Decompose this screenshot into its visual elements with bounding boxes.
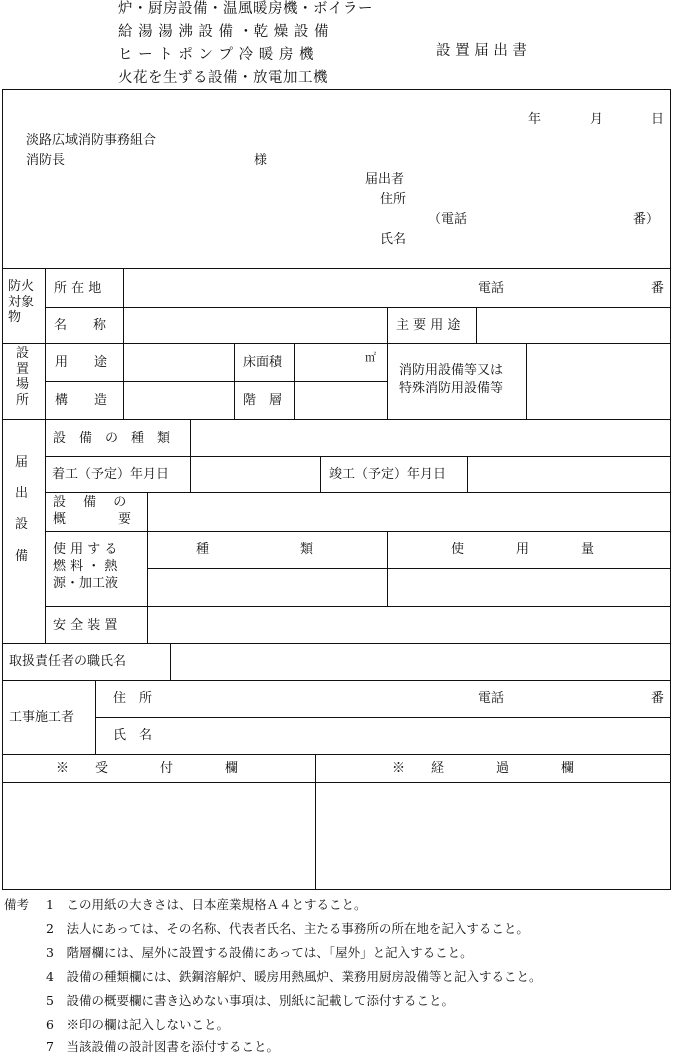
rule xyxy=(45,307,671,308)
contractor-address-label: 住 所 xyxy=(113,691,153,706)
submitter-label: 届出者 xyxy=(365,172,405,187)
document-title: 設 置 届 出 書 xyxy=(436,43,527,59)
start-date-label: 着工（予定）年月日 xyxy=(52,467,170,482)
reception-column-header: ※ 受 付 欄 xyxy=(56,761,239,776)
rule xyxy=(387,307,388,419)
place-use-label: 用 途 xyxy=(55,355,108,370)
rule xyxy=(2,680,671,681)
rule xyxy=(526,343,527,419)
rule xyxy=(170,643,171,680)
note-item: 3 階層欄には、屋外に設置する設備にあっては、「屋外」と記入すること。 xyxy=(46,945,473,960)
note-item: 7 当該設備の設計図書を添付すること。 xyxy=(46,1039,279,1054)
main-use-label: 主 要 用 途 xyxy=(396,318,461,333)
location-phone-label: 電話 xyxy=(478,281,505,296)
structure-label: 構 造 xyxy=(55,393,108,408)
note-item: 2 法人にあっては、その名称、代表者氏名、主たる事務所の所在地を記入すること。 xyxy=(46,921,529,936)
note-item: 4 設備の種類欄には、鉄鋼溶解炉、暖房用熱風炉、業務用厨房設備等と記入すること。 xyxy=(46,969,542,984)
header-line-1: 炉・厨房設備・温風暖房機・ボイラー xyxy=(118,1,373,17)
submitter-address-label: 住所 xyxy=(380,192,407,207)
location-label: 所 在 地 xyxy=(54,281,102,296)
header-line-2: 給 湯 湯 沸 設 備 ・乾 燥 設 備 xyxy=(118,24,329,40)
location-phone-suffix: 番 xyxy=(651,281,665,296)
rule xyxy=(320,456,321,492)
fuel-kind-header: 種 類 xyxy=(196,542,314,557)
fire-equipment-label: 消防用設備等又は 特殊消防用設備等 xyxy=(399,363,504,397)
rule xyxy=(123,268,124,419)
header-line-4: 火花を生ずる設備・放電加工機 xyxy=(118,70,328,86)
addressee-chief: 消防長 xyxy=(26,153,66,168)
object-name-label: 名 称 xyxy=(54,318,107,333)
date-month: 月 xyxy=(590,112,604,127)
contractor-label: 工事施工者 xyxy=(9,710,75,725)
floors-label: 階 層 xyxy=(243,393,283,408)
rule xyxy=(476,307,477,343)
rule xyxy=(95,717,671,718)
rule xyxy=(2,268,671,269)
notes-label: 備考 xyxy=(4,897,30,912)
rule xyxy=(387,531,388,606)
rule xyxy=(467,456,468,492)
rule xyxy=(294,343,295,419)
submitter-phone-close: 番） xyxy=(633,212,660,227)
contractor-phone-suffix: 番 xyxy=(651,691,665,706)
rule xyxy=(2,343,671,344)
rule xyxy=(45,268,46,643)
rule xyxy=(147,568,671,569)
contractor-name-label: 氏 名 xyxy=(113,728,153,743)
progress-column-header: ※ 経 過 欄 xyxy=(392,761,575,776)
rule xyxy=(147,492,148,643)
note-item: 6 ※印の欄は記入しないこと。 xyxy=(46,1017,229,1032)
object-section-label: 防火 対象 物 xyxy=(8,279,35,326)
floor-area-unit: ㎡ xyxy=(365,351,376,364)
rule xyxy=(315,754,316,889)
date-day: 日 xyxy=(651,112,665,127)
equipment-section-label: 届 出 設 備 xyxy=(15,455,29,564)
note-item: 5 設備の概要欄に書き込めない事項は、別紙に記載して添付すること。 xyxy=(46,993,454,1008)
rule xyxy=(45,492,671,493)
equipment-type-label: 設 備 の 種 類 xyxy=(53,431,171,446)
rule xyxy=(2,782,671,783)
floor-area-label: 床面積 xyxy=(243,355,283,370)
rule xyxy=(190,419,191,492)
rule xyxy=(2,643,671,644)
equipment-outline-label: 設 備 の 概 要 xyxy=(53,495,132,527)
fuel-label: 使 用 す る 燃 料 ・ 熱 源・加工液 xyxy=(53,542,119,591)
rule xyxy=(45,381,387,382)
rule xyxy=(95,680,96,754)
honorific: 様 xyxy=(254,153,268,168)
safety-device-label: 安 全 装 置 xyxy=(53,618,118,633)
rule xyxy=(45,456,671,457)
header-line-3: ヒ ー ト ポ ン プ 冷 暖 房 機 xyxy=(118,47,314,63)
note-item: 1 この用紙の大きさは、日本産業規格Ａ４とすること。 xyxy=(46,897,367,912)
manager-label: 取扱責任者の職氏名 xyxy=(9,654,127,669)
fuel-amount-header: 使 用 量 xyxy=(451,542,595,557)
rule xyxy=(234,343,235,419)
rule xyxy=(45,606,671,607)
contractor-phone-label: 電話 xyxy=(478,691,505,706)
finish-date-label: 竣工（予定）年月日 xyxy=(329,467,447,482)
submitter-name-label: 氏名 xyxy=(380,232,407,247)
rule xyxy=(2,419,671,420)
submitter-phone-open: （電話 xyxy=(428,212,468,227)
place-section-label: 設 置 場 所 xyxy=(16,346,30,408)
rule xyxy=(2,754,671,755)
rule xyxy=(45,531,671,532)
addressee-org: 淡路広域消防事務組合 xyxy=(26,133,157,148)
date-year: 年 xyxy=(528,112,542,127)
